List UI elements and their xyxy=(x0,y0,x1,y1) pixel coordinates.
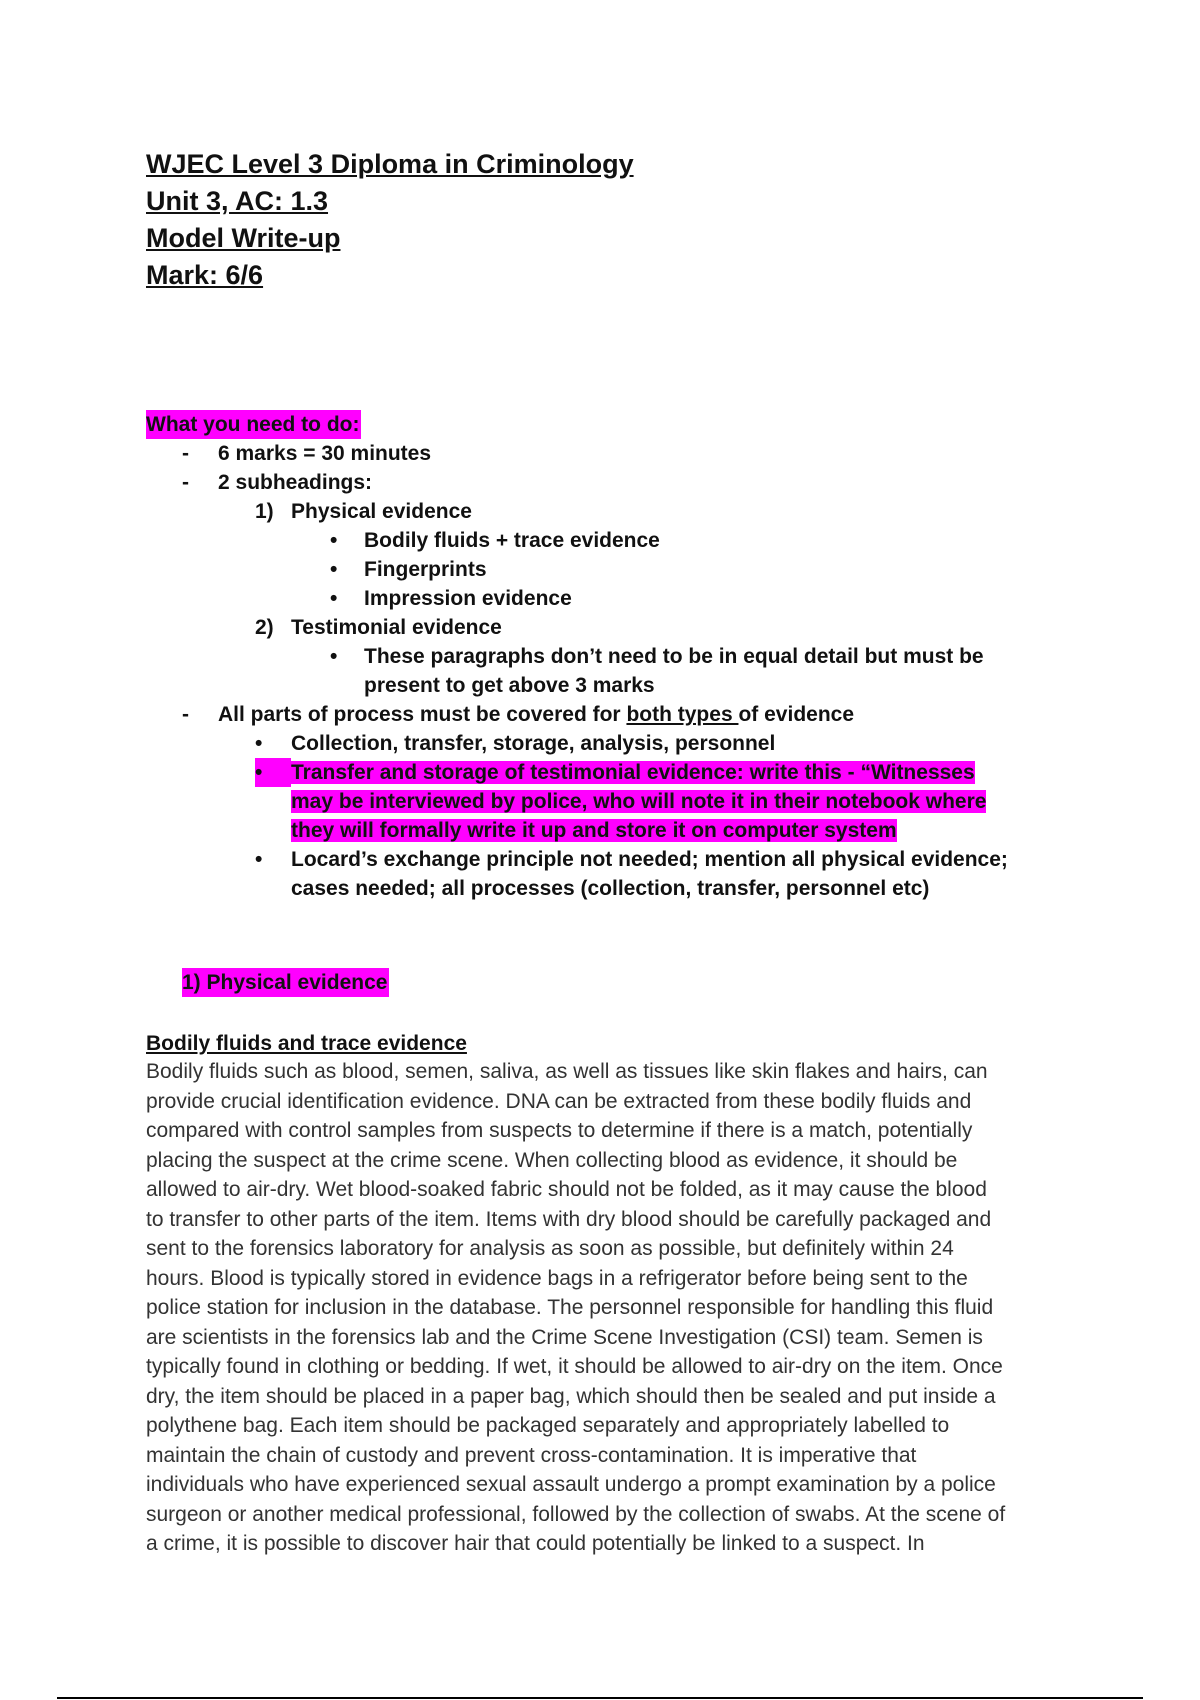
list-item xyxy=(146,497,1066,526)
paragraph-line: maintain the chain of custody and prevent cross-contamination. It is imperative that xyxy=(146,1443,917,1467)
sub2-item-line: present to get above 3 marks xyxy=(364,674,655,697)
paragraph-line: allowed to air-dry. Wet blood-soaked fabric should not be folded, as it may cause the blood xyxy=(146,1178,987,1201)
coverage-text-underlined: both types xyxy=(626,703,739,726)
paragraph-line: Bodily fluids such as blood, semen, saliva, as well as tissues like skin flakes and hairs, can xyxy=(146,1060,988,1083)
paragraph-line: compared with control samples from suspects to determine if there is a match, potentially xyxy=(146,1119,973,1142)
list-item xyxy=(146,439,1066,468)
sub1-item: Fingerprints xyxy=(364,558,487,581)
writeup-title: Model Write-up xyxy=(146,223,341,253)
list-item xyxy=(146,555,1066,584)
paragraph-line: a crime, it is possible to discover hair that could potentially be linked to a suspect. In xyxy=(146,1532,925,1555)
coverage-text-pre: All parts of process must be covered for xyxy=(218,703,627,726)
unit-title: Unit 3, AC: 1.3 xyxy=(146,186,329,216)
dash-marker: - xyxy=(182,703,189,726)
subheadings-text: 2 subheadings: xyxy=(218,471,373,494)
bullet-marker: • xyxy=(255,848,263,871)
number-marker: 1) xyxy=(255,500,274,523)
bullet-marker: • xyxy=(330,529,338,552)
paragraph-line: sent to the forensics laboratory for analysis as soon as possible, but definitely within 24 xyxy=(146,1237,954,1260)
list-item xyxy=(146,729,1066,758)
marks-time-text: 6 marks = 30 minutes xyxy=(218,442,432,465)
sub1-item: Bodily fluids + trace evidence xyxy=(364,529,660,552)
bullet-marker: • xyxy=(330,558,338,581)
testimonial-evidence-label: Testimonial evidence xyxy=(291,616,502,639)
coverage-item-line: cases needed; all processes (collection, transfer, personnel etc) xyxy=(291,877,930,900)
bullet-marker: • xyxy=(330,587,338,610)
document-header xyxy=(146,146,634,294)
paragraph-line: dry, the item should be placed in a paper bag, which should then be sealed and put inside a xyxy=(146,1384,996,1408)
dash-marker: - xyxy=(182,471,189,494)
physical-evidence-label: Physical evidence xyxy=(291,500,472,523)
paragraph-line: polythene bag. Each item should be packaged separately and appropriately labelled to xyxy=(146,1414,950,1437)
paragraph-line: to transfer to other parts of the item. Items with dry blood should be carefully packaged and xyxy=(146,1207,992,1231)
sub2-item-line: These paragraphs don’t need to be in equal detail but must be xyxy=(364,645,984,668)
coverage-item-line: Locard’s exchange principle not needed; mention all physical evidence; xyxy=(291,848,1008,871)
list-item xyxy=(146,526,1066,555)
highlighted-instruction-line: may be interviewed by police, who will note it in their notebook where xyxy=(291,790,987,813)
list-item xyxy=(146,845,1066,903)
list-item xyxy=(146,468,1066,497)
number-marker: 2) xyxy=(255,616,274,639)
coverage-text-post: of evidence xyxy=(738,703,855,726)
list-item xyxy=(146,642,1066,700)
bullet-marker: • xyxy=(330,645,338,668)
list-item xyxy=(146,758,1066,845)
bullet-marker: • xyxy=(255,758,291,787)
todo-heading: What you need to do: xyxy=(146,410,361,439)
list-item xyxy=(146,584,1066,613)
bodily-fluids-subheading: Bodily fluids and trace evidence xyxy=(146,1032,467,1055)
sub1-item: Impression evidence xyxy=(364,587,572,610)
paragraph-line: police station for inclusion in the database. The personnel responsible for handling this fluid xyxy=(146,1296,994,1319)
bodily-fluids-paragraph xyxy=(146,1057,1066,1559)
coverage-item: Collection, transfer, storage, analysis, personnel xyxy=(291,732,776,755)
highlighted-instruction-line: they will formally write it up and store it on computer system xyxy=(291,819,897,842)
course-title: WJEC Level 3 Diploma in Criminology xyxy=(146,149,634,179)
paragraph-line: are scientists in the forensics lab and the Crime Scene Investigation (CSI) team. Semen is xyxy=(146,1325,983,1349)
page-bottom-rule xyxy=(57,1697,1143,1699)
highlighted-instruction-line: Transfer and storage of testimonial evidence: write this - “Witnesses xyxy=(291,761,975,784)
paragraph-line: provide crucial identification evidence. DNA can be extracted from these bodily fluids and xyxy=(146,1089,972,1113)
paragraph-line: surgeon or another medical professional, followed by the collection of swabs. At the scene of xyxy=(146,1502,1006,1526)
dash-marker: - xyxy=(182,442,189,465)
mark-title: Mark: 6/6 xyxy=(146,260,264,290)
paragraph-line: individuals who have experienced sexual assault undergo a prompt examination by a police xyxy=(146,1473,996,1496)
paragraph-line: hours. Blood is typically stored in evidence bags in a refrigerator before being sent to the xyxy=(146,1266,968,1290)
list-item xyxy=(146,613,1066,642)
todo-section xyxy=(146,410,1066,903)
list-item xyxy=(146,700,1066,729)
bullet-marker: • xyxy=(255,732,263,755)
physical-evidence-heading: 1) Physical evidence xyxy=(182,968,389,997)
paragraph-line: typically found in clothing or bedding. If wet, it should be allowed to air-dry on the item. Once xyxy=(146,1355,1003,1378)
paragraph-line: placing the suspect at the crime scene. When collecting blood as evidence, it should be xyxy=(146,1148,958,1172)
